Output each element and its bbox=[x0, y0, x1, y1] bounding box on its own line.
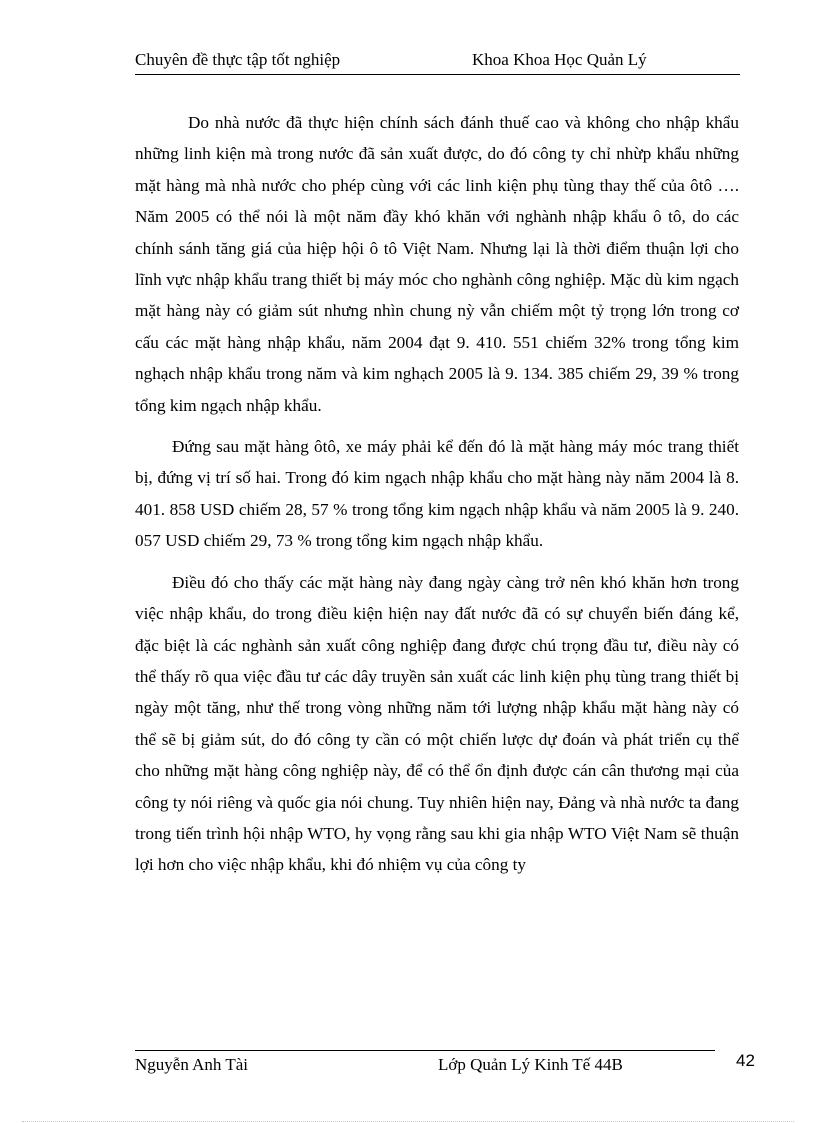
paragraph-1: Do nhà nước đã thực hiện chính sách đánh thuế cao và không cho nhập khẩu những linh kiện mà trong nước đã sản xuất được, do đó công ty chỉ nhừp khẩu những mặt hàng mà nhà nước cho phép cùng với các linh kiện phụ tùng thay thế của ôtô …. Năm 2005 có thể nói là một năm đầy khó khăn với nghành nhập khẩu ô tô, do các chính sánh tăng giá của hiệp hội ô tô Việt Nam. Nhưng lại là thời điểm thuận lợi cho lĩnh vực nhập khẩu trang thiết bị máy móc cho nghành công nghiệp. Mặc dù kim ngạch mặt hàng này có giảm sút nhưng nhìn chung nỳ vẫn chiếm một tỷ trọng lớn trong cơ cấu các mặt hàng nhập khẩu, năm 2004 đạt 9. 410. 551 chiếm 32% trong tổng kim nghạch nhập khẩu trong năm và kim nghạch 2005 là 9. 134. 385 chiếm 29, 39 % trong tổng kim ngạch nhập khẩu. bbox=[135, 113, 739, 415]
paragraph-3: Điều đó cho thấy các mặt hàng này đang ngày càng trở nên khó khăn hơn trong việc nhập khẩu, do trong điều kiện hiện nay đất nước đã có sự chuyển biến đáng kể, đặc biệt là các nghành sản xuất công nghiệp đang được chú trọng đầu tư, điều này có thể thấy rõ qua việc đầu tư các dây truyền sản xuất các linh kiện phụ tùng trang thiết bị ngày một tăng, như thế trong vòng những năm tới lượng nhập khẩu mặt hàng này có thể sẽ bị giảm sút, do đó công ty cần có một chiến lược dự đoán và phát triển cụ thể cho những mặt hàng công nghiệp này, để có thể ổn định được cán cân thương mại của công ty nói riêng và quốc gia nói chung. Tuy nhiên hiện nay, Đảng và nhà nước ta đang trong tiến trình hội nhập WTO, hy vọng rằng sau khi gia nhập WTO Việt Nam sẽ thuận lợi hơn cho việc nhập khẩu, khi đó nhiệm vụ của công ty bbox=[135, 572, 739, 875]
footer-class: Lớp Quản Lý Kinh Tế 44B bbox=[438, 1055, 623, 1074]
header-document-title: Chuyên đề thực tập tốt nghiệp bbox=[135, 50, 341, 69]
page-header bbox=[135, 48, 740, 75]
footer-rule bbox=[135, 1050, 715, 1051]
page-number: 42 bbox=[736, 1051, 755, 1070]
footer-author: Nguyễn Anh Tài bbox=[135, 1055, 249, 1074]
header-faculty: Khoa Khoa Học Quản Lý bbox=[472, 50, 647, 69]
page-edge-divider bbox=[22, 1121, 794, 1122]
body-text bbox=[135, 107, 739, 881]
paragraph-2: Đứng sau mặt hàng ôtô, xe máy phải kể đến đó là mặt hàng máy móc trang thiết bị, đứng vị trí số hai. Trong đó kim ngạch nhập khẩu cho mặt hàng này năm 2004 là 8. 401. 858 USD chiếm 28, 57 % trong tổng kim ngạch nhập khẩu và năm 2005 là 9. 240. 057 USD chiếm 29, 73 % trong tổng kim ngạch nhập khẩu. bbox=[135, 437, 739, 551]
